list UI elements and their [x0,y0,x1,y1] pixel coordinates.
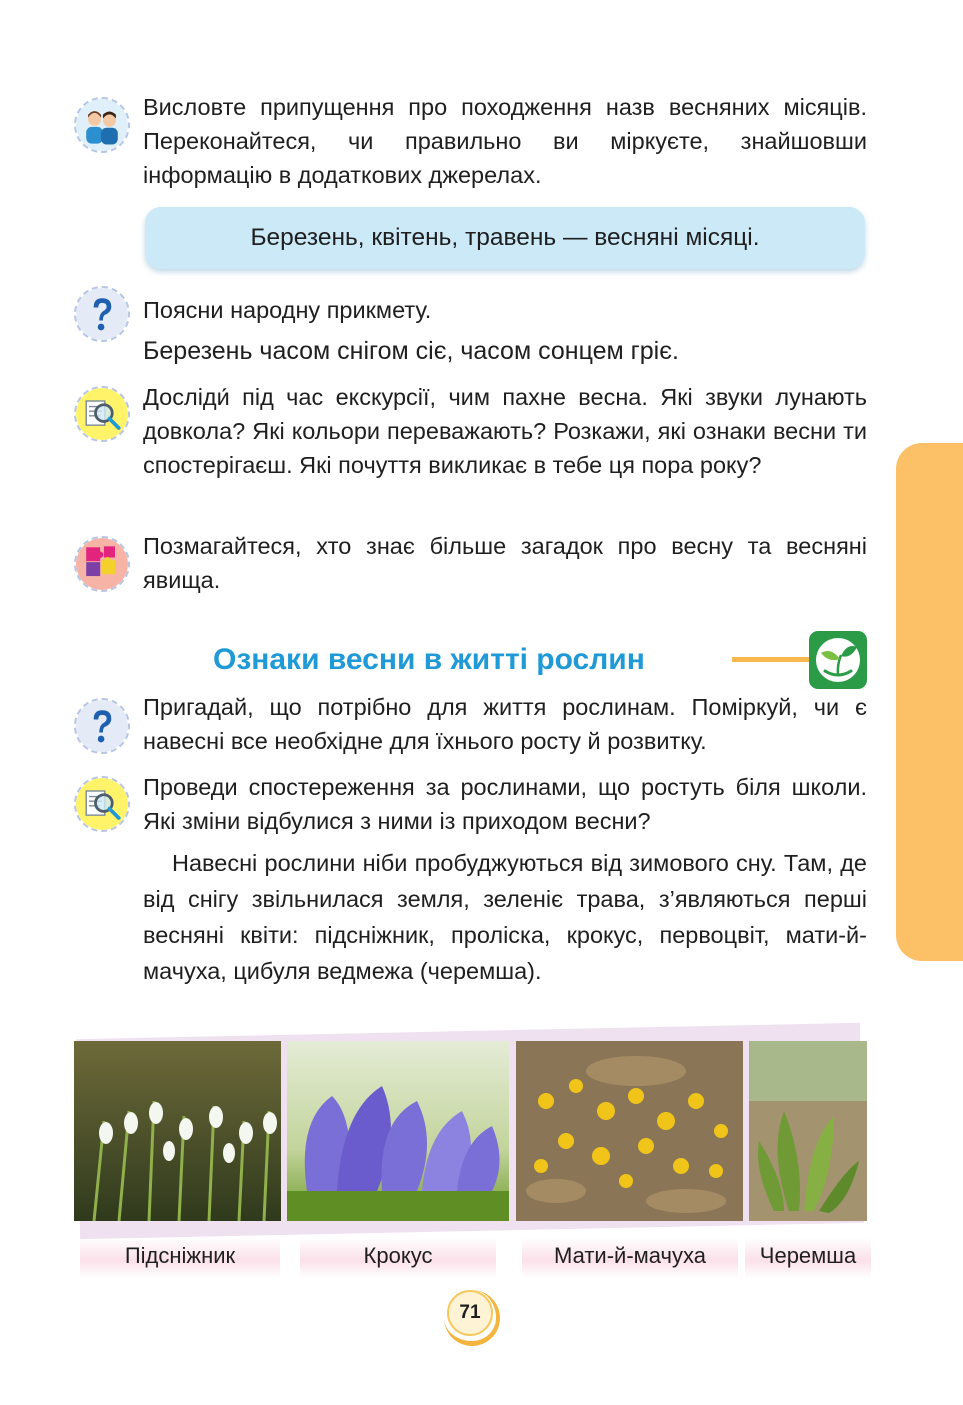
spring-months-highlight: Березень, квітень, травень — весняні місяці. [145,207,865,269]
caption-wild-garlic: Черемша [745,1238,871,1278]
research-magnifier-icon [74,386,130,442]
research-magnifier-icon [74,776,130,832]
folk-proverb: Березень часом снігом сіє, часом сонцем гріє. [143,337,679,365]
crocus-photo [287,1041,509,1221]
caption-coltsfoot: Мати-й-мачуха [522,1238,738,1278]
task-pair-hypothesis: Висловте припущення про походження назв весняних місяців. Переконайтеся, чи правильно ви міркуєте, знайшовши інформацію в додаткових джерелах. [143,94,867,188]
spring-plants-paragraph: Навесні рослини ніби пробуджуються від зимового сну. Там, де від снігу звільнилася земля, зеленіє трава, з’являються перші весняні квіти: підсніжник, проліска, крокус, первоцвіт, мати-й-мачуха, цибуля ведмежа (черемша). [143,850,867,984]
snowdrop-photo [74,1041,281,1221]
title-underline [732,657,816,662]
task-excursion-research: Досліди́ під час екскурсії, чим пахне весна. Які звуки лунають довкола? Які кольори переважають? Розкажи, які ознаки весни ти спостерігаєш. Які почуття викликає в тебе ця пора року? [143,384,867,478]
task-explain-proverb: Поясни народну прикмету. [143,297,432,323]
coltsfoot-photo [516,1041,743,1221]
question-icon [74,698,130,754]
task-observe-plants: Проведи спостереження за рослинами, що ростуть біля школи. Які зміни відбулися з ними із приходом весни? [143,774,867,834]
page-number: 71 [447,1290,493,1336]
task-riddles-contest: Позмагайтеся, хто знає більше загадок про весну та весняні явища. [143,533,867,593]
section-title: Ознаки весни в житті рослин [213,643,645,676]
pair-work-icon [74,97,130,153]
puzzle-game-icon [74,536,130,592]
caption-crocus: Крокус [300,1238,496,1278]
question-icon [74,286,130,342]
side-tab-marker [896,443,963,961]
task-plant-needs: Пригадай, що потрібно для життя рослинам. Поміркуй, чи є навесні все необхідне для їхнього росту й розвитку. [143,694,867,754]
plant-leaves-icon [809,631,867,689]
wild-garlic-photo [749,1041,867,1221]
caption-snowdrop: Підсніжник [80,1238,280,1278]
